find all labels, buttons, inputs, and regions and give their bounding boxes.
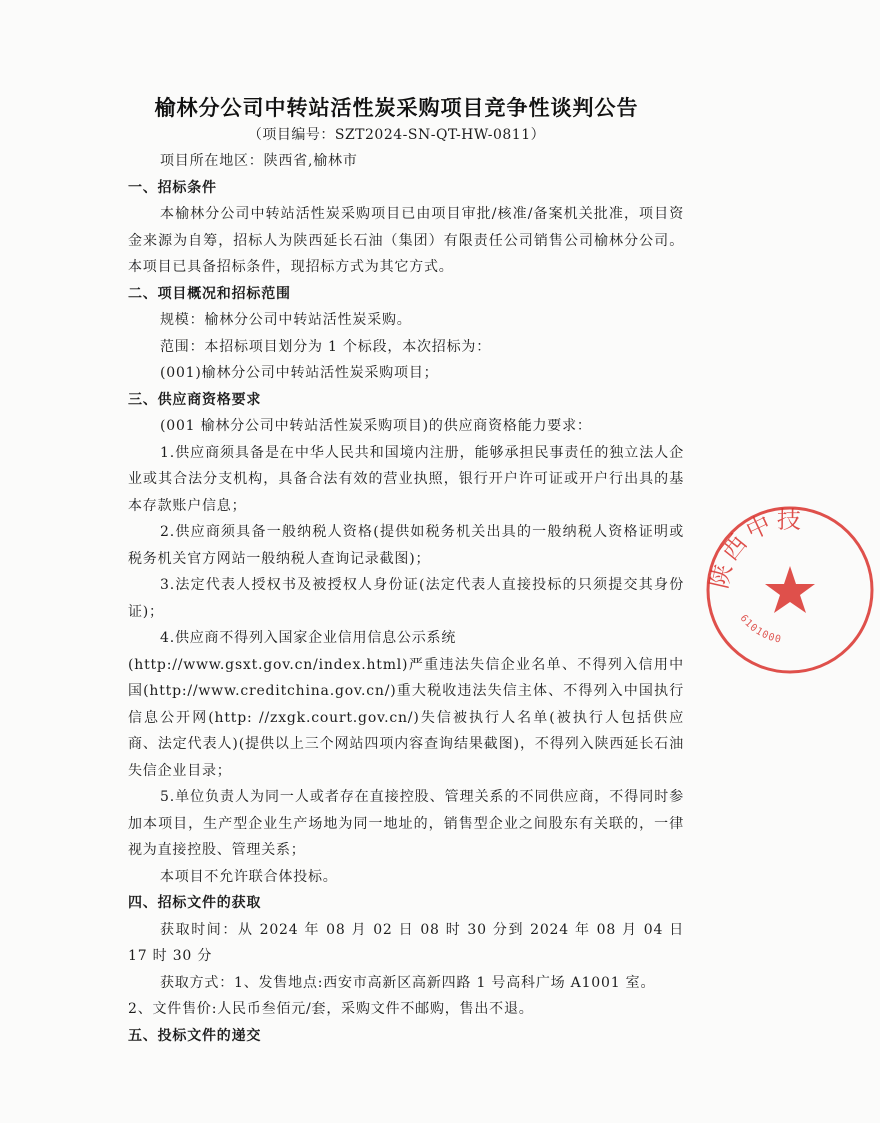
section-1-paragraph: 本榆林分公司中转站活性炭采购项目已由项目审批/核准/备案机关批准，项目资金来源为自筹，招标人为陕西延长石油（集团）有限责任公司销售公司榆林分公司。本项目已具备招标条件，现招标方式为其它方式。 [128, 206, 684, 275]
section-5-heading: 五、投标文件的递交 [128, 1027, 262, 1044]
section-4-heading: 四、招标文件的获取 [128, 895, 262, 911]
section-3-item-2: 2.供应商须具备一般纳税人资格(提供如税务机关出具的一般纳税人资格证明或税务机关官方网站一般纳税人查询记录截图)； [128, 524, 684, 567]
seal-star-icon [765, 566, 815, 613]
section-3-consortium: 本项目不允许联合体投标。 [160, 868, 338, 885]
section-3-item-4-rest: (http://www.gsxt.gov.cn/index.html)严重违法失信企业名单、不得列入信用中国(http://www.creditchina.gov.cn/)重大税收违法失信主体、不得列入中国执行信息公开网(http: //zxgk.court.gov.cn/)失信被执行人名单(被执行人包括供应商、法定代表人)(提供以上三个网站四项内容查询结果截图)，不得列入陕西延长石油失信企业目录； [128, 656, 684, 779]
section-4-price: 2、文件售价:人民币叁佰元/套，采购文件不邮购，售出不退。 [128, 1001, 534, 1017]
project-region: 项目所在地区：陕西省,榆林市 [160, 153, 358, 169]
section-3-item-5: 5.单位负责人为同一人或者存在直接控股、管理关系的不同供应商，不得同时参加本项目，生产型企业生产场地为同一地址的，销售型企业之间股东有关联的，一律视为直接控股、管理关系； [128, 789, 684, 858]
section-3-intro: (001 榆林分公司中转站活性炭采购项目)的供应商资格能力要求： [160, 418, 592, 434]
section-2-lot: (001)榆林分公司中转站活性炭采购项目； [160, 365, 439, 381]
section-1-heading: 一、招标条件 [128, 179, 217, 196]
section-3-item-1: 1.供应商须具备是在中华人民共和国境内注册，能够承担民事责任的独立法人企业或其合法分支机构，具备合法有效的营业执照，银行开户许可证或开户行出具的基本存款账户信息； [128, 444, 684, 514]
section-2-heading: 二、项目概况和招标范围 [128, 285, 291, 302]
project-number: （项目编号：SZT2024-SN-QT-HW-0811） [247, 127, 546, 143]
section-2-scope: 范围：本招标项目划分为 1 个标段，本次招标为： [160, 338, 492, 355]
section-4-time: 获取时间：从 2024 年 08 月 02 日 08 时 30 分到 2024 年 08 月 04 日 17 时 30 分 [128, 921, 684, 964]
seal-text-bottom: 6101000 [737, 612, 783, 646]
company-seal [700, 500, 880, 680]
seal-text-top: 陕西中技 [704, 505, 806, 592]
document-title: 榆林分公司中转站活性炭采购项目竞争性谈判公告 [154, 96, 639, 120]
section-3-heading: 三、供应商资格要求 [128, 391, 262, 408]
section-3-item-3: 3.法定代表人授权书及被授权人身份证(法定代表人直接投标的只须提交其身份证)； [128, 577, 684, 620]
section-2-scale: 规模：榆林分公司中转站活性炭采购。 [160, 312, 412, 328]
document-body [128, 148, 684, 1049]
section-3-item-4-line-1: 4.供应商不得列入国家企业信用信息公示系统 [160, 630, 457, 646]
section-4-method: 获取方式：1、发售地点:西安市高新区高新四路 1 号高科广场 A1001 室。 [160, 974, 656, 991]
